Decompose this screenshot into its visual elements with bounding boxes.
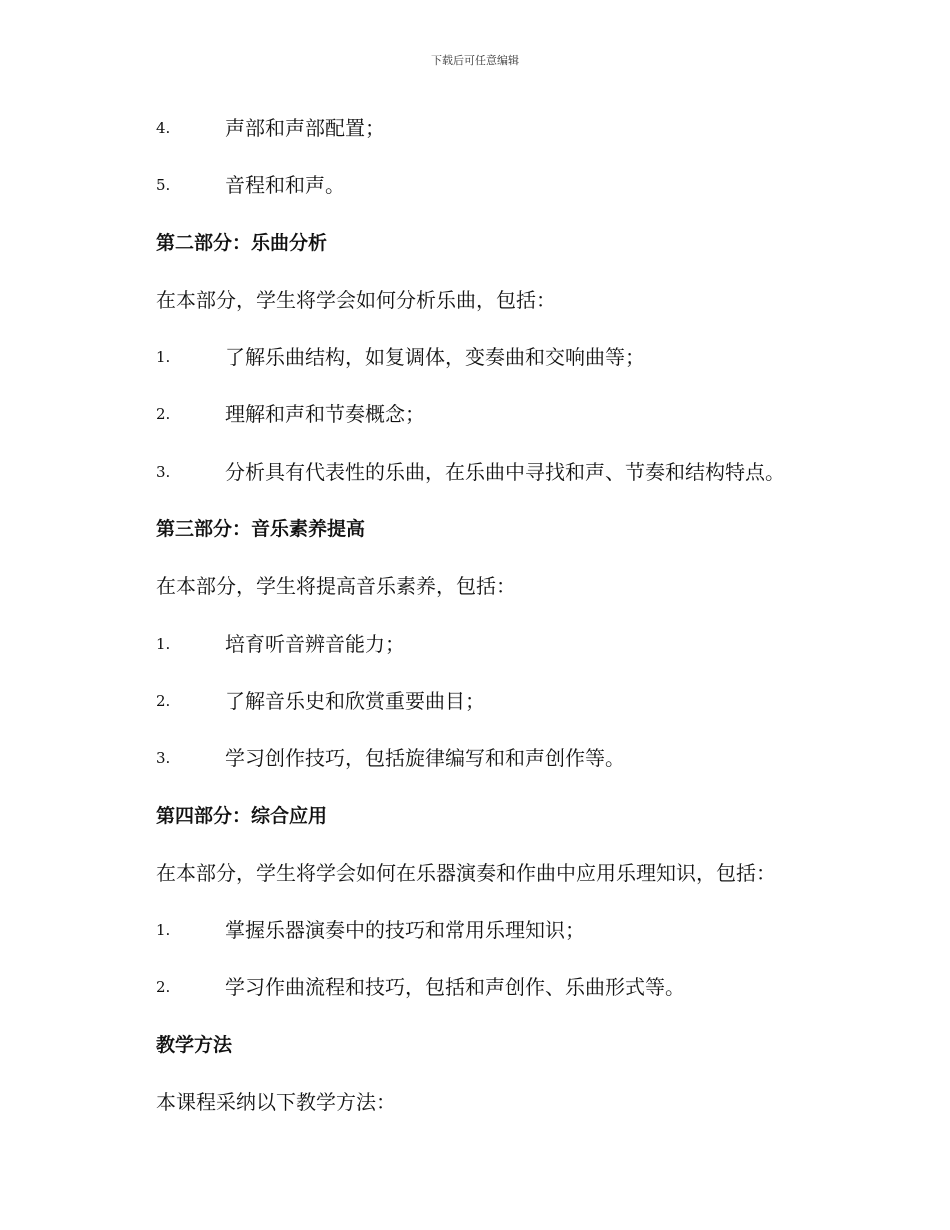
- list-item: [156, 396, 856, 453]
- page-header: 下载后可任意编辑: [431, 54, 519, 67]
- list-item-text: 理解和声和节奏概念；: [225, 402, 425, 427]
- list-item-text: 音程和和声。: [225, 173, 345, 198]
- list-number: 1.: [156, 634, 171, 653]
- document-body: [156, 110, 856, 1141]
- list-number: 1.: [156, 921, 171, 940]
- section-heading: 第三部分：音乐素养提高: [156, 518, 366, 541]
- list-number: 2.: [156, 978, 171, 997]
- list-number: 3.: [156, 462, 171, 481]
- list-item: [156, 912, 856, 969]
- paragraph: 本课程采纳以下教学方法：: [156, 1090, 396, 1115]
- list-number: 3.: [156, 749, 171, 768]
- list-number: 1.: [156, 348, 171, 367]
- section-heading: 教学方法: [156, 1033, 233, 1056]
- paragraph: 在本部分，学生将学会如何分析乐曲，包括：: [156, 287, 556, 312]
- list-number: 5.: [156, 176, 171, 195]
- list-item-text: 学习作曲流程和技巧，包括和声创作、乐曲形式等。: [225, 975, 685, 1000]
- paragraph: 在本部分，学生将提高音乐素养，包括：: [156, 574, 516, 599]
- list-item-text: 声部和声部配置；: [225, 116, 385, 140]
- list-item: [156, 339, 856, 396]
- list-item-text: 了解乐曲结构，如复调体，变奏曲和交响曲等；: [225, 345, 645, 370]
- list-item: [156, 740, 856, 797]
- list-item: [156, 167, 856, 224]
- list-item: [156, 969, 856, 1026]
- list-item-text: 分析具有代表性的乐曲，在乐曲中寻找和声、节奏和结构特点。: [225, 459, 785, 484]
- list-item-text: 学习创作技巧，包括旋律编写和和声创作等。: [225, 746, 625, 771]
- list-item: [156, 683, 856, 740]
- paragraph: 在本部分，学生将学会如何在乐器演奏和作曲中应用乐理知识，包括：: [156, 860, 776, 885]
- list-item-text: 掌握乐器演奏中的技巧和常用乐理知识；: [225, 918, 585, 943]
- list-item-text: 了解音乐史和欣赏重要曲目；: [225, 688, 485, 713]
- section-heading: 第四部分：综合应用: [156, 804, 328, 827]
- list-number: 2.: [156, 691, 171, 710]
- list-item: [156, 626, 856, 683]
- section-heading: 第二部分：乐曲分析: [156, 231, 328, 254]
- list-number: 2.: [156, 405, 171, 424]
- list-number: 4.: [156, 119, 171, 137]
- list-item: [156, 454, 856, 511]
- list-item: [156, 110, 856, 167]
- list-item-text: 培育听音辨音能力；: [225, 631, 405, 656]
